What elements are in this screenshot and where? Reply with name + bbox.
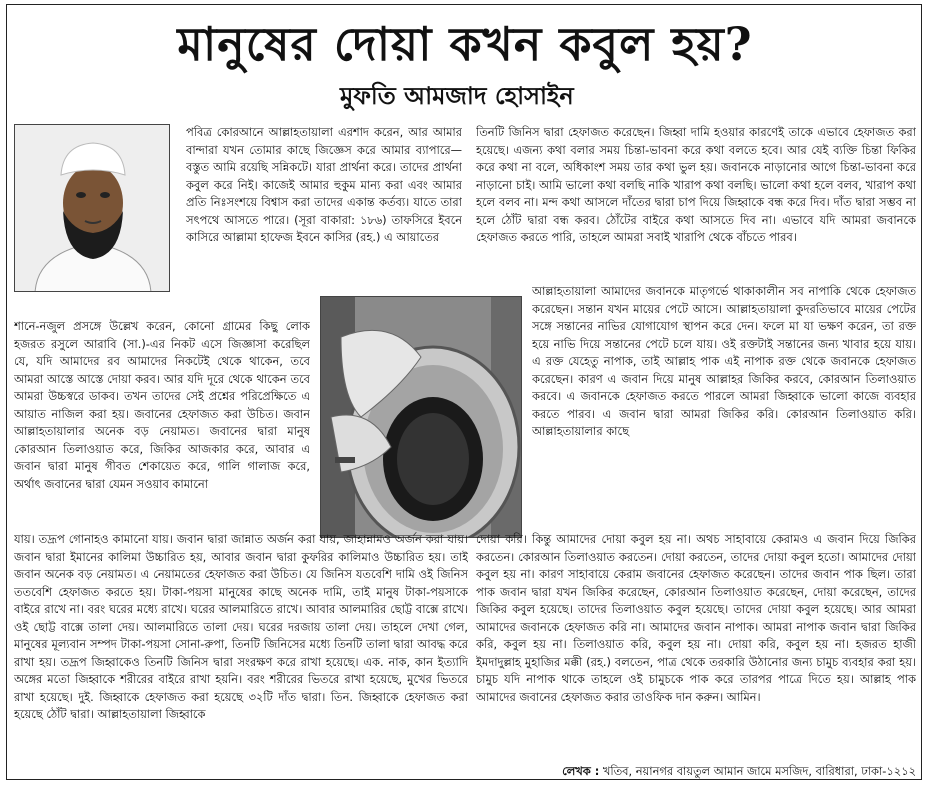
article-title: মানুষের দোয়া কখন কবুল হয়? [177,17,753,71]
article-paragraph-1: পবিত্র কোরআনে আল্লাহতায়ালা এরশাদ করেন, আর আমার বান্দারা যখন তোমার কাছে জিজ্ঞেস করে আমার ব্যাপারে— বস্তুত আমি রয়েছি সন্নিকটে। যারা প্রার্থনা করে। তাদের প্রার্থনা কবুল করে নিই। কাজেই আমার হুকুম মান্য করা এবং আমার প্রতি নিঃসংশয়ে বিশ্বাস করা তাদের একান্ত কর্তব্য। যাতে তারা সৎপথে আসতে পারে। (সূরা বাকারা: ১৮৬) তাফসিরে ইবনে কাসিরে আল্লামা হাফেজ ইবনে কাসির (রহ.) এ আয়াতের [186,125,462,245]
kaaba-black-stone-photo [320,296,522,538]
author-portrait-image [15,125,170,292]
hajr-aswad-image [321,297,522,538]
article-paragraph-2: শানে-নজুল প্রসঙ্গে উল্লেখ করেন, কোনো গ্রামের কিছু লোক হজরত রসুলে আরাবি (সা.)-এর নিকট এসে জিজ্ঞাসা করেছিল যে, যদি আমাদের রব আমাদের নিকটেই থেকে থাকেন, তবে আমরা আস্তে আস্তে দোয়া করব। আর যদি দূরে থেকে থাকেন তবে আমরা উচ্চস্বরে ডাকব। তখন তাদের সেই প্রশ্নের পরিপ্রেক্ষিতে এ আয়াত নাজিল করা হয়। জবানের হেফাজত করা উচিত। জবান আল্লাহতায়ালার অনেক বড় নেয়ামত। জবানের দ্বারা মানুষ কোরআন তিলাওয়াত করে, জিকির আজকার করে, আবার এ জবান দ্বারা মানুষ গীবত শেকায়েত করে, গালি গালাজ করে, অর্থাৎ জবানের দ্বারা যেমন সওয়াব কামানো [14,319,310,491]
article-paragraph-5: আল্লাহতায়ালা আমাদের জবানকে মাতৃগর্ভে থাকাকালীন সব নাপাকি থেকে হেফাজত করেছেন। সন্তান যখন মায়ের পেটে আসে। আল্লাহতায়ালা কুদরতিভাবে মায়ের পেটের সঙ্গে সন্তানের নাভির যোগাযোগ স্থাপন করে দেন। ফলে মা যা ভক্ষণ করেন, তা রক্ত হয়ে নাভি দিয়ে সন্তানের পেটে চলে যায়। ওই রক্তটাই সন্তানের জন্য খাবার হয়ে যায়। এ রক্ত যেহেতু নাপাক, তাই আল্লাহ পাক এই নাপাক রক্ত থেকে জবানকে হেফাজত করেছেন। কারণ এ জবান দিয়ে মানুষ আল্লাহর জিকির করবে, কোরআন তিলাওয়াত করবে। এ জবানকে হেফাজত করতে পারলে আমরা জিহ্বাকে ভালো কাজে ব্যবহার করতে পারব। এ জবান দ্বারা আমরা জিকির করি। কোরআন তিলাওয়াত করি। আল্লাহতায়ালার কাছে [532,284,916,439]
article-paragraph-6: দোয়া করি। কিন্তু আমাদের দোয়া কবুল হয় না। অথচ সাহাবায়ে কেরামও এ জবান দিয়ে জিকির করতেন। কোরআন তিলাওয়াত করতেন। দোয়া করতেন, তাদের দোয়া কবুল হতো। আমাদের দোয়া কবুল হয় না। কারণ সাহাবায়ে কেরাম জবানের হেফাজত করেছেন। তাদের জবান পাক ছিল। তারা পাক জবান দ্বারা যখন জিকির করেছেন, কোরআন তিলাওয়াত করেছেন, দোয়া করেছেন, তাদের জিকির কবুল হয়েছে। তাদের তিলাওয়াত কবুল হয়েছে। তাদের দোয়া কবুল হয়েছে। আর আমরা আমাদের জবানকে হেফাজত করি না। আমাদের জবান নাপাক। আমরা নাপাক জবান দ্বারা জিকির করি, কবুল হয় না। তিলাওয়াত করি, কবুল হয় না। দোয়া করি, কবুল হয় না। হজরত হাজী ইমদাদুল্লাহ মুহাজির মক্কী (রহ.) বলতেন, পাত্র থেকে তরকারি উঠানোর জন্য চামুচ ব্যবহার করা হয়। চামুচ যদি নাপাক থাকে তাহলে ওই চামুচকে পাক করে তারপর পাত্রে দিতে হয়। আল্লাহ পাক আমাদের জবানের হেফাজত করার তাওফিক দান করুন। আমিন। [476,532,916,704]
article-byline: মুফতি আমজাদ হোসাইন [340,82,574,110]
article-paragraph-4: তিনটি জিনিস দ্বারা হেফাজত করেছেন। জিহ্বা দামি হওয়ার কারণেই তাকে এভাবে হেফাজত করা হয়েছে। এজন্য কথা বলার সময় চিন্তা-ভাবনা করে কথা বলতে হবে। আর যেই ব্যক্তি চিন্তা ফিকির করে কথা না বলে, অধিকাংশ সময় তার কথা ভুল হয়। জবানকে নাড়ানোর আগে চিন্তা-ভাবনা করে নাড়ানো চাই। আমি ভালো কথা বলছি নাকি খারাপ কথা বলছি। ভালো কথা হলে বলব, খারাপ কথা হলে বলব না। মন্দ কথা আসলে দাঁতের দ্বারা চাপ দিয়ে জিহ্বাকে বন্ধ করে দিব। দাঁত দ্বারা সম্ভব না হলে ঠোঁট দ্বারা বন্ধ করব। ঠোঁটের বাইরে কথা আসতে দিব না। এভাবে যদি আমরা জবানকে হেফাজত করতে পারি, তাহলে আমরা সবাই খারাপি থেকে বাঁচতে পারব। [476,125,916,245]
author-credit-info: খতিব, নয়ানগর বায়তুল আমান জামে মসজিদ, বারিধারা, ঢাকা-১২১২ [602,764,916,778]
article-paragraph-3: যায়। তদ্রূপ গোনাহও কামানো যায়। জবান দ্বারা জান্নাত অর্জন করা যায়, জাহান্নামও অর্জন করা যায়। জবান দ্বারা ইমানের কালিমা উচ্চারিত হয়, আবার জবান দ্বারা কুফরির কালিমাও উচ্চারিত হয়। তাই জবান অনেক বড় নেয়ামত। এ নেয়ামতের হেফাজত করা উচিত। যে জিনিস যতবেশি দামি ওই জিনিস ততবেশি হেফাজত করতে হয়। টাকা-পয়সা মানুষের কাছে অনেক দামি, তাই মানুষ টাকা-পয়সাকে বাইরে রাখে না। বরং ঘরের মধ্যে রাখে। ঘরের আলমারিতে রাখে। আবার আলমারির ছোট্ট বাক্সে রাখে। ওই ছোট্ট বাক্সে তালা দেয়। আলমারিতে তালা দেয়। ঘরের দরজায় তালা দেয়। তাহলে দেখা গেল, মানুষের মূল্যবান সম্পদ টাকা-পয়সা সোনা-রুপা, তিনটি জিনিসের মধ্যে তিনটি তালা দ্বারা আবদ্ধ করে রাখা হয়। তদ্রূপ জিহ্বাকেও তিনটি জিনিস দ্বারা সংরক্ষণ করে রাখা হয়েছে। এক. নাক, কান ইত্যাদি অঙ্গের মতো জিহ্বাকে শরীরের বাইরে রাখা হয়নি। বরং শরীরের ভিতরে রাখা হয়েছে, মুখের ভিতরে রাখা হয়েছে। দুই. জিহ্বাকে হেফাজত করা হয়েছে ৩২টি দাঁত দ্বারা। তিন. জিহ্বাকে হেফাজত করা হয়েছে ঠোঁট দ্বারা। আল্লাহতায়ালা জিহ্বাকে [14,532,468,722]
author-credit-label: লেখক : [562,764,600,778]
author-photo [14,124,170,292]
author-credit [476,763,916,779]
